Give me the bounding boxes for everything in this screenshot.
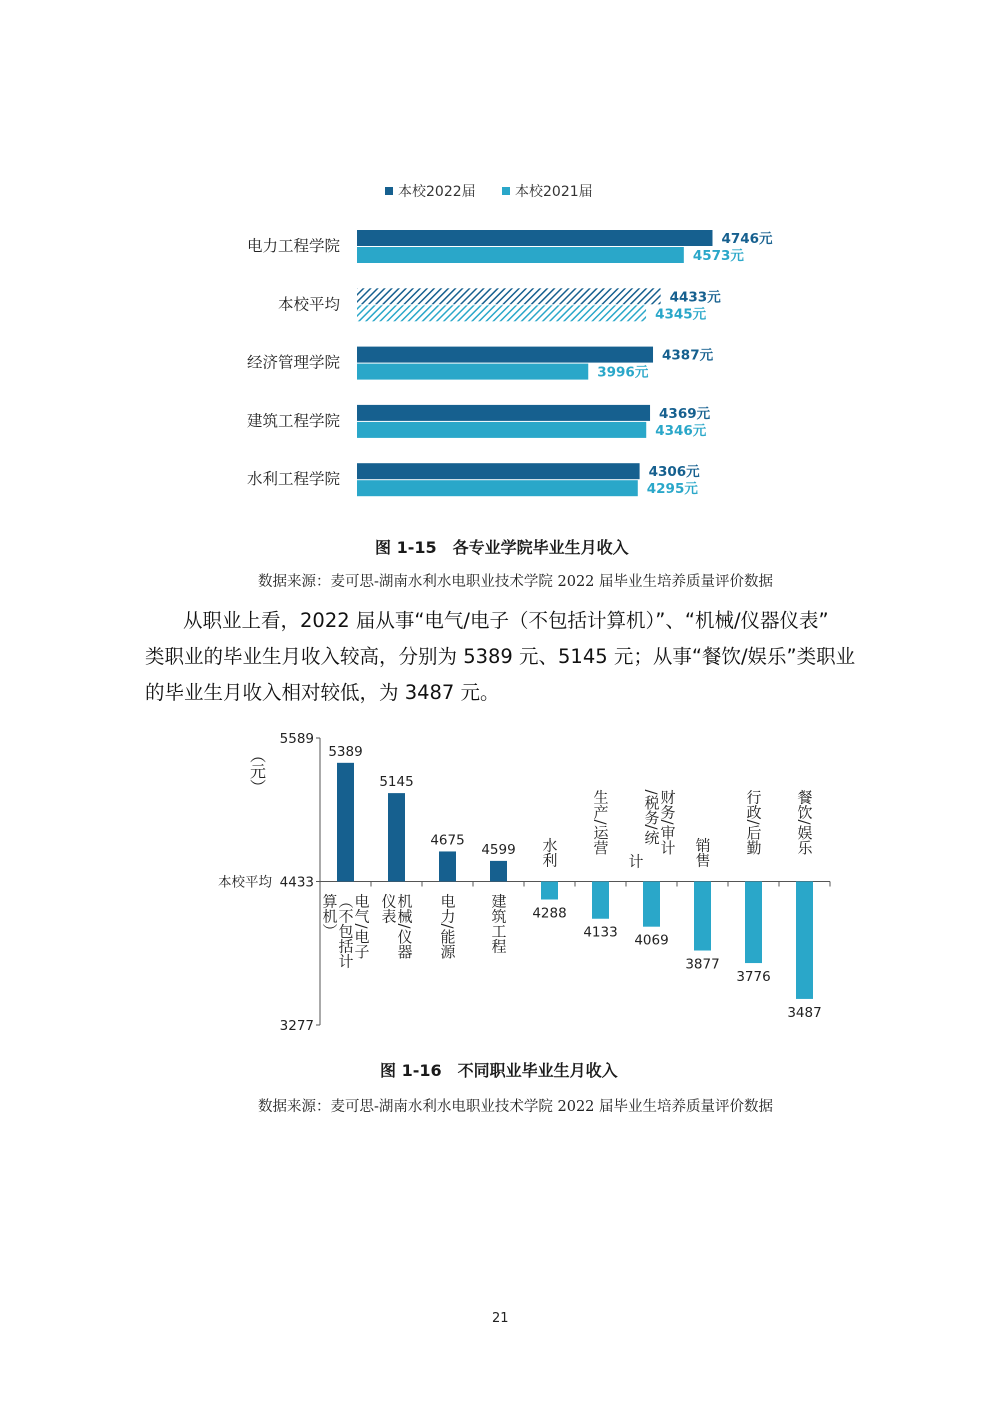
category-label: 本校平均 (277, 295, 340, 314)
category-label (796, 789, 814, 855)
bar (357, 347, 653, 363)
data-label: 4599 (481, 841, 516, 858)
y-tick-label: 5589 (279, 731, 314, 747)
bar (592, 882, 609, 919)
category-label (745, 790, 763, 855)
category-label-line: （不包括计 (336, 893, 355, 969)
bar (357, 480, 638, 496)
category-label (541, 838, 559, 869)
bar (541, 882, 558, 900)
bar (388, 793, 405, 881)
data-label: 4433元 (669, 289, 721, 306)
data-label: 4369元 (659, 405, 711, 422)
category-label-line: 餐饮/娱乐 (795, 789, 814, 855)
bar (357, 405, 650, 421)
y-tick-label: 4433 (279, 874, 314, 891)
category-label-line: 行政/后勤 (744, 789, 763, 855)
data-label: 5389 (328, 743, 363, 760)
category-label-line: 机械/仪器 (395, 893, 414, 959)
data-label: 4746元 (721, 231, 773, 247)
data-label: 4306元 (648, 464, 700, 481)
category-label: 建筑工程学院 (246, 411, 340, 430)
legend-swatch (385, 187, 393, 195)
category-label (321, 893, 371, 969)
data-label: 4288 (532, 905, 567, 922)
category-label-line: 电力/能源 (438, 893, 457, 959)
bar (745, 882, 762, 964)
bar (694, 882, 711, 951)
bar (796, 882, 813, 999)
data-label: 4346元 (655, 422, 707, 439)
category-label-line: 算机） (320, 893, 339, 939)
legend-label: 本校2021届 (515, 184, 593, 200)
figure-caption-1-15: 图 1-15 各专业学院毕业生月收入 (375, 538, 629, 557)
category-label-line: /税务/统 (642, 789, 661, 845)
data-label: 4295元 (646, 481, 698, 498)
bar (357, 422, 646, 438)
bar (357, 288, 661, 304)
category-label-line: 计 (626, 853, 645, 869)
y-axis-unit: （元） (247, 747, 267, 795)
baseline-label: 本校平均 (218, 874, 272, 891)
data-label: 4069 (634, 932, 669, 949)
data-source-2: 数据来源：麦可思-湖南水利水电职业技术学院 2022 届毕业生培养质量评价数据 (258, 1099, 774, 1115)
category-label (694, 837, 712, 868)
page-number: 21 (492, 1311, 509, 1326)
y-tick-label: 3277 (279, 1018, 314, 1034)
data-label: 3996元 (597, 364, 649, 381)
category-label-line: 电气/电子 (352, 893, 371, 959)
category-label-line: 财务/审计 (658, 789, 677, 855)
bar (357, 364, 588, 380)
category-label-line: 建筑工程 (489, 893, 508, 954)
bar (357, 305, 646, 321)
category-label: 水利工程学院 (246, 470, 340, 489)
bar (643, 882, 660, 927)
data-label: 4345元 (655, 306, 707, 323)
bar (357, 463, 640, 479)
data-label: 4675 (430, 832, 465, 849)
data-label: 3487 (787, 1004, 822, 1021)
bar (357, 247, 684, 263)
data-label: 5145 (379, 774, 414, 791)
category-label (439, 893, 457, 959)
bar (357, 230, 712, 246)
category-label-line: 生产/运营 (591, 789, 610, 855)
category-label (592, 790, 610, 855)
legend-label: 本校2022届 (398, 184, 476, 200)
bar (490, 861, 507, 882)
occupation-income-chart (0, 725, 1000, 1045)
category-label-line: 仪表 (379, 893, 398, 924)
category-label (490, 894, 508, 954)
category-label: 电力工程学院 (246, 237, 340, 255)
data-label: 3776 (736, 969, 771, 986)
category-label-line: 水利 (540, 837, 559, 868)
college-income-chart (0, 170, 1000, 510)
legend-swatch (502, 187, 510, 195)
category-label (627, 789, 677, 869)
figure-caption-1-16: 图 1-16 不同职业毕业生月收入 (380, 1061, 618, 1080)
data-label: 4387元 (662, 347, 714, 364)
category-label (380, 894, 414, 960)
category-label: 经济管理学院 (246, 353, 340, 372)
data-label: 3877 (685, 956, 720, 973)
bar (337, 763, 354, 882)
data-label: 4133 (583, 924, 618, 941)
body-line-1: 从职业上看，2022 届从事“电气/电子（不包括计算机）”、“机械/仪器仪表” (183, 609, 829, 632)
category-label-line: 销售 (693, 837, 712, 868)
data-label: 4573元 (692, 248, 744, 264)
bar (439, 851, 456, 881)
data-source-1: 数据来源：麦可思-湖南水利水电职业技术学院 2022 届毕业生培养质量评价数据 (258, 574, 774, 590)
body-line-2: 类职业的毕业生月收入较高，分别为 5389 元、5145 元；从事“餐饮/娱乐”类职业 (145, 645, 856, 668)
body-line-3: 的毕业生月收入相对较低，为 3487 元。 (145, 681, 500, 704)
